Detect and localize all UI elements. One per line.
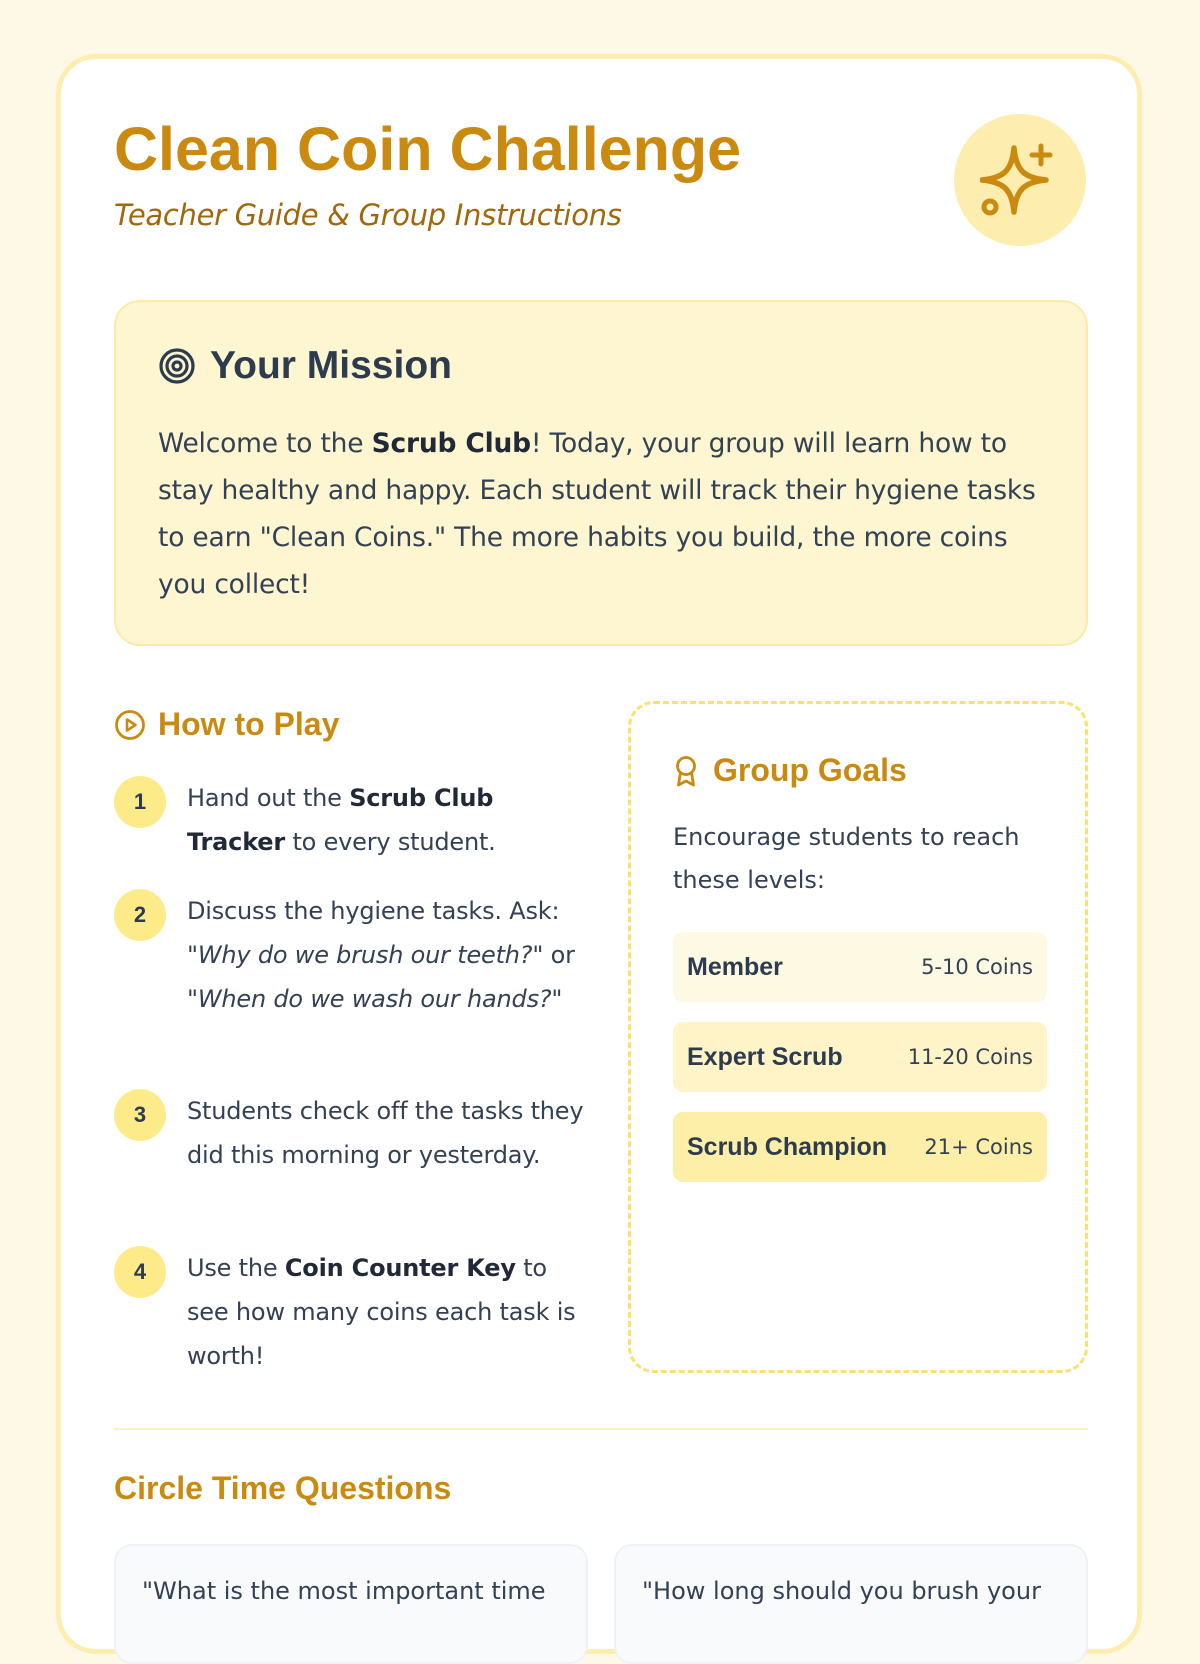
section-divider [114,1428,1088,1430]
step-number: 2 [114,889,166,941]
step-number: 1 [114,776,166,828]
how-to-play-heading: How to Play [158,706,340,742]
level-coins: 11-20 Coins [907,1045,1033,1069]
group-goals-heading: Group Goals [713,752,907,788]
step-number: 4 [114,1246,166,1298]
level-row [673,1022,1047,1092]
circle-time-heading: Circle Time Questions [114,1470,452,1506]
scrub-club-name: Scrub Club [371,428,531,459]
step-text: Use the Coin Counter Key to see how many coins each task is worth! [187,1254,576,1370]
step-text: Hand out the Scrub Club Tracker to every student. [187,784,496,856]
play-circle-icon [114,709,146,741]
page-subtitle: Teacher Guide & Group Instructions [114,198,622,232]
header-badge [954,114,1086,246]
mission-heading: Your Mission [210,344,452,387]
question-card: "How long should you brush your [614,1544,1088,1664]
level-name: Scrub Champion [687,1132,888,1161]
target-icon [158,347,196,385]
level-coins: 21+ Coins [924,1135,1033,1159]
question-card: "What is the most important time [114,1544,588,1664]
group-goals-header [671,752,907,789]
level-row [673,1112,1047,1182]
mission-box [114,300,1088,646]
step-number: 3 [114,1089,166,1141]
level-name: Expert Scrub [687,1042,843,1071]
how-to-play-header [114,706,339,743]
level-row [673,932,1047,1002]
mission-text: Welcome to the Scrub Club! Today, your group will learn how to stay healthy and happy. Each student will track their hygiene tasks to earn "Clean Coins." The more habits you build, the more coins you collect! [158,428,1036,600]
mission-header [158,344,452,388]
page-title: Clean Coin Challenge [114,115,742,183]
level-name: Member [687,952,783,981]
group-goals-intro: Encourage students to reach these levels: [673,823,1020,894]
sparkle-icon [980,140,1060,220]
level-coins: 5-10 Coins [921,955,1033,979]
step-text: Students check off the tasks they did this morning or yesterday. [187,1097,584,1169]
award-icon [671,754,701,788]
group-goals-box [628,701,1088,1373]
step-text: Discuss the hygiene tasks. Ask: "Why do we brush our teeth?" or "When do we wash our hands?" [187,897,575,1013]
